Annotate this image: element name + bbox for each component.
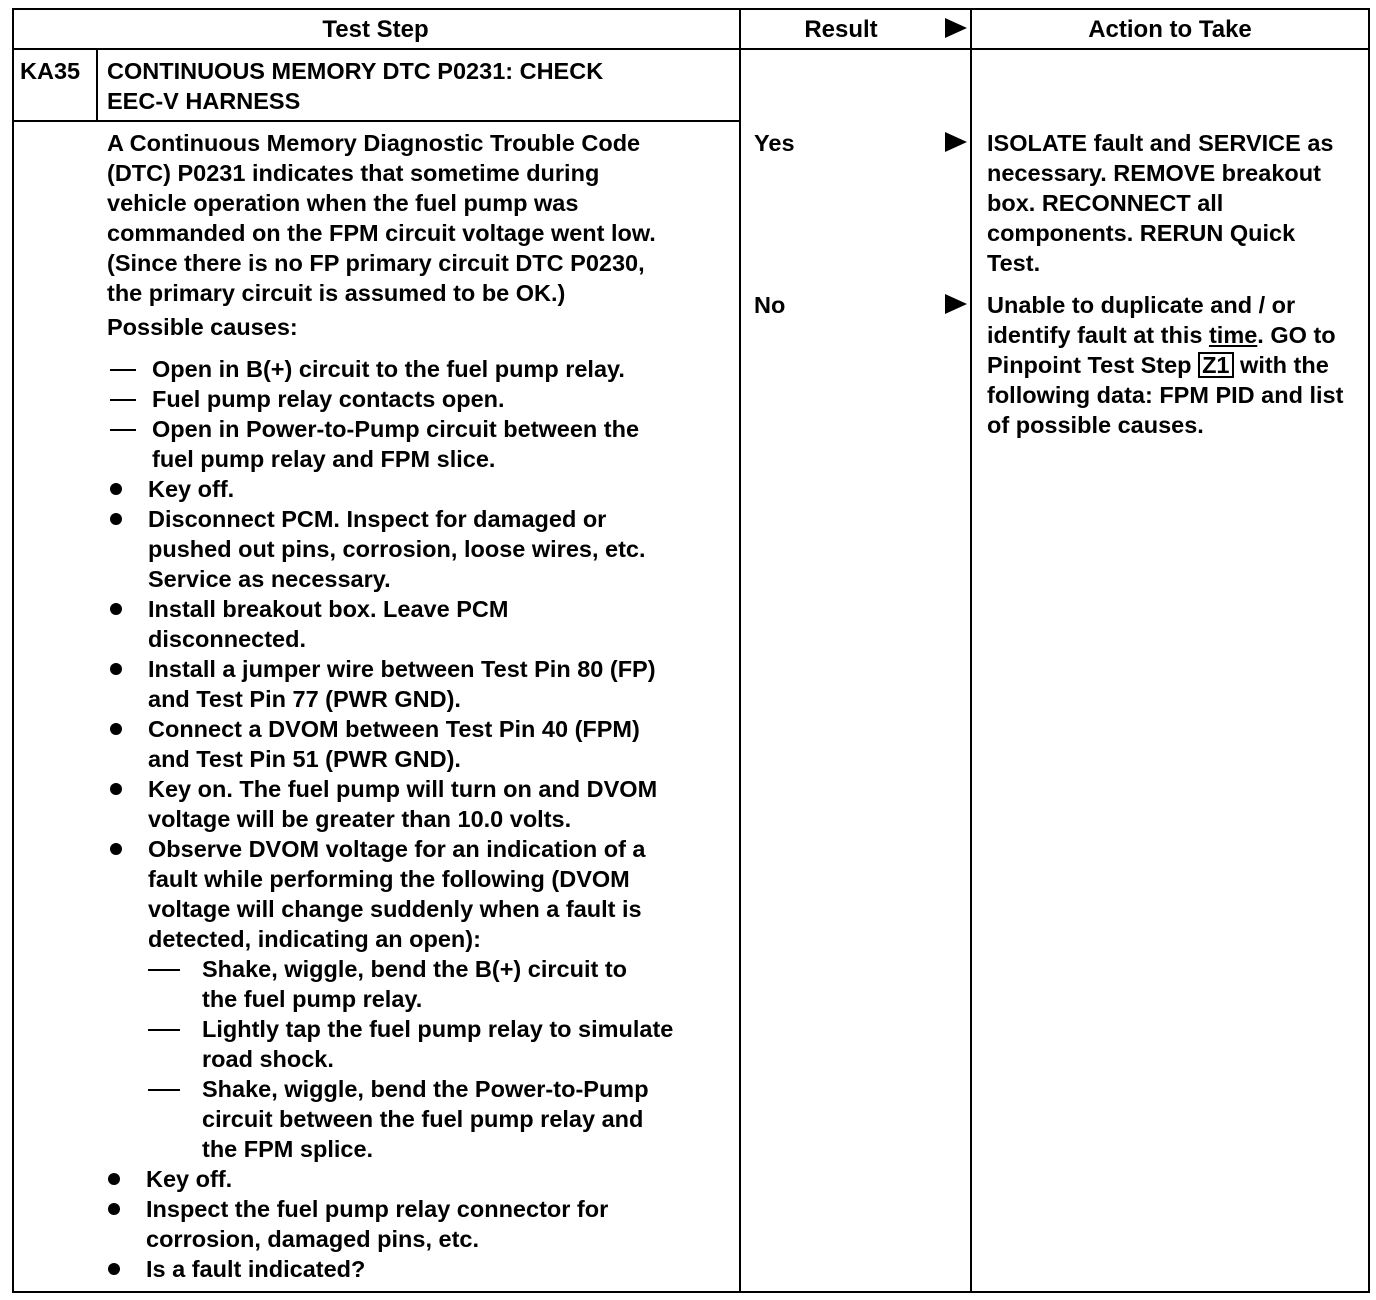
action-yes-line: ISOLATE fault and SERVICE as — [987, 130, 1334, 156]
step-line: detected, indicating an open): — [148, 926, 481, 952]
sub-step-line: Shake, wiggle, bend the Power-to-Pump — [202, 1076, 649, 1102]
intro-line: the primary circuit is assumed to be OK.) — [107, 280, 566, 306]
header-action: Action to Take — [1088, 16, 1252, 43]
result-no: No — [754, 292, 786, 318]
header-test-step: Test Step — [322, 16, 429, 43]
action-yes-line: necessary. REMOVE breakout — [987, 160, 1321, 186]
step-line: disconnected. — [148, 626, 307, 652]
dash-icon — [110, 399, 136, 401]
step-line: voltage will be greater than 10.0 volts. — [148, 806, 572, 832]
step-line: Key on. The fuel pump will turn on and DVOM — [148, 776, 658, 802]
bullet-icon — [108, 1263, 120, 1275]
cause-line: Open in Power-to-Pump circuit between the — [152, 416, 640, 442]
divider-step-result — [739, 8, 741, 1291]
bullet-icon — [110, 723, 122, 735]
step-id: KA35 — [20, 58, 81, 84]
step-line: Service as necessary. — [148, 566, 391, 592]
dash-icon — [148, 1029, 180, 1031]
action-no-line1: Unable to duplicate and / or — [987, 292, 1296, 318]
dash-icon — [110, 369, 136, 371]
step-line: Install breakout box. Leave PCM — [148, 596, 509, 622]
intro-line: (DTC) P0231 indicates that sometime during — [107, 160, 600, 186]
bullet-icon — [110, 843, 122, 855]
divider-result-action — [970, 8, 972, 1291]
step-line: Observe DVOM voltage for an indication of a — [148, 836, 646, 862]
bullet-icon — [110, 603, 122, 615]
header-result: Result — [804, 16, 878, 43]
intro-line: A Continuous Memory Diagnostic Trouble Code — [107, 130, 641, 156]
step-line: fault while performing the following (DVOM — [148, 866, 630, 892]
yes-arrow-icon — [945, 132, 967, 152]
step-line: Connect a DVOM between Test Pin 40 (FPM) — [148, 716, 640, 742]
action-yes-line: Test. — [987, 250, 1041, 276]
step-line: pushed out pins, corrosion, loose wires, etc. — [148, 536, 646, 562]
intro-line: vehicle operation when the fuel pump was — [107, 190, 579, 216]
sub-step-line: Lightly tap the fuel pump relay to simulate — [202, 1016, 674, 1042]
final-step-line: Is a fault indicated? — [146, 1256, 366, 1282]
intro-line: commanded on the FPM circuit voltage went low. — [107, 220, 656, 246]
divider-id — [96, 50, 98, 122]
cause-line: Open in B(+) circuit to the fuel pump relay. — [152, 356, 625, 382]
intro-line: (Since there is no FP primary circuit DTC P0230, — [107, 250, 645, 276]
bullet-icon — [110, 663, 122, 675]
pinpoint-step-ref[interactable]: Z1 — [1198, 352, 1233, 378]
sub-step-line: the fuel pump relay. — [202, 986, 423, 1012]
dash-icon — [148, 1089, 180, 1091]
cause-line: fuel pump relay and FPM slice. — [152, 446, 496, 472]
final-step-line: Key off. — [146, 1166, 233, 1192]
action-no-line2-tail: . GO to — [1257, 322, 1336, 348]
action-no-line5: of possible causes. — [987, 412, 1204, 438]
title-rule — [12, 120, 740, 122]
bullet-icon — [110, 483, 122, 495]
action-no-line2-underlined: time — [1208, 322, 1258, 348]
sub-step-line: Shake, wiggle, bend the B(+) circuit to — [202, 956, 628, 982]
step-title-line1: CONTINUOUS MEMORY DTC P0231: CHECK — [107, 58, 604, 84]
action-yes-line: box. RECONNECT all — [987, 190, 1224, 216]
diagnostic-table — [12, 8, 1368, 1291]
dash-icon — [148, 969, 180, 971]
action-no-line2-text: identify fault at this — [987, 322, 1209, 348]
action-yes-line: components. RERUN Quick — [987, 220, 1296, 246]
final-step-line: corrosion, damaged pins, etc. — [146, 1226, 479, 1252]
no-arrow-icon — [945, 294, 967, 314]
header-arrow-icon — [945, 18, 967, 38]
action-no-line2 — [987, 320, 1336, 350]
action-no-line3-tail: with the — [1233, 352, 1329, 378]
result-yes: Yes — [754, 130, 795, 156]
action-no-line3 — [987, 350, 1329, 380]
step-line: Disconnect PCM. Inspect for damaged or — [148, 506, 607, 532]
step-line: voltage will change suddenly when a fault is — [148, 896, 642, 922]
bullet-icon — [108, 1173, 120, 1185]
possible-causes-label: Possible causes: — [107, 314, 298, 340]
sub-step-line: the FPM splice. — [202, 1136, 374, 1162]
step-line: Key off. — [148, 476, 235, 502]
step-line: Install a jumper wire between Test Pin 80 (FP) — [148, 656, 656, 682]
action-no-line3-text: Pinpoint Test Step — [987, 352, 1199, 378]
bullet-icon — [108, 1203, 120, 1215]
action-no-line4: following data: FPM PID and list — [987, 382, 1344, 408]
cause-line: Fuel pump relay contacts open. — [152, 386, 505, 412]
sub-step-line: circuit between the fuel pump relay and — [202, 1106, 644, 1132]
step-line: and Test Pin 77 (PWR GND). — [148, 686, 461, 712]
bullet-icon — [110, 513, 122, 525]
step-line: and Test Pin 51 (PWR GND). — [148, 746, 461, 772]
dash-icon — [110, 429, 136, 431]
step-title-line2: EEC-V HARNESS — [107, 88, 301, 114]
bullet-icon — [110, 783, 122, 795]
sub-step-line: road shock. — [202, 1046, 334, 1072]
final-step-line: Inspect the fuel pump relay connector for — [146, 1196, 609, 1222]
